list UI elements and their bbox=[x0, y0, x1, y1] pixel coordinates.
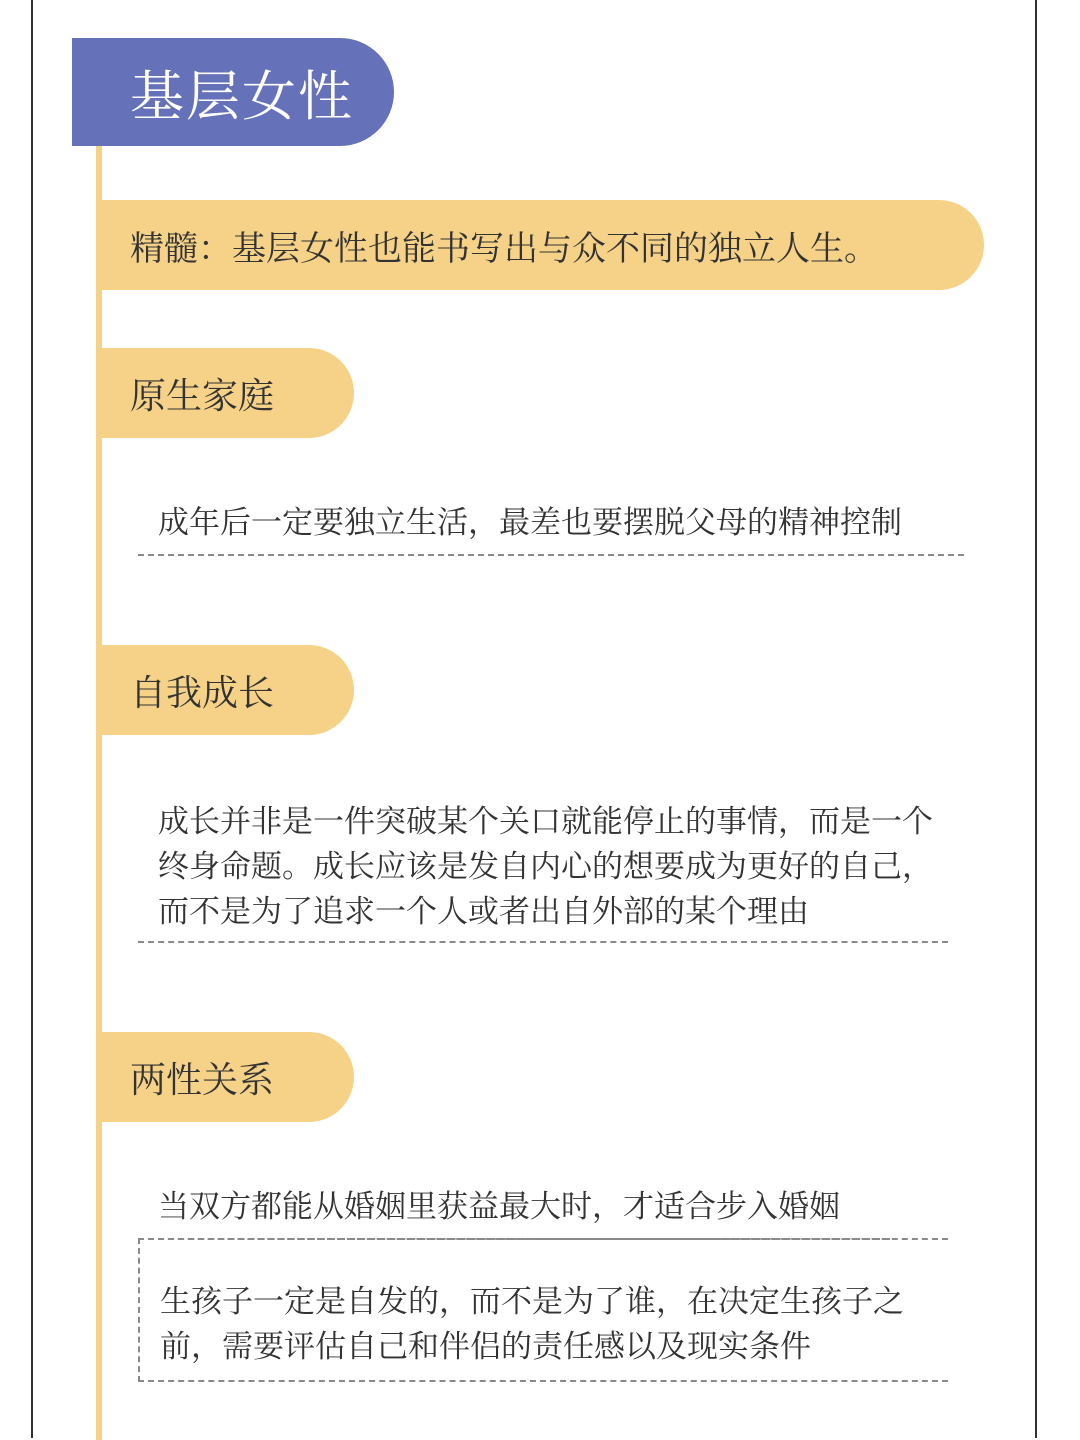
note-text: 生孩子一定是自发的，而不是为了谁，在决定生孩子之前，需要评估自己和伴侣的责任感以及现实条件 bbox=[160, 1284, 904, 1365]
note-marriage-benefit bbox=[138, 1184, 890, 1240]
note-text: 成年后一定要独立生活，最差也要摆脱父母的精神控制 bbox=[158, 505, 902, 541]
section-heading-text: 两性关系 bbox=[130, 1059, 275, 1101]
timeline-line bbox=[96, 140, 102, 1440]
note-family-independence bbox=[138, 500, 964, 556]
essence-pill bbox=[100, 200, 984, 290]
note-text: 成长并非是一件突破某个关口就能停止的事情，而是一个终身命题。成长应该是发自内心的想要成为更好的自己，而不是为了追求一个人或者出自外部的某个理由 bbox=[158, 804, 933, 930]
section-heading-growth bbox=[100, 645, 354, 735]
section-heading-relationship bbox=[100, 1032, 354, 1122]
section-heading-text: 原生家庭 bbox=[130, 375, 275, 417]
note-children-decision bbox=[138, 1238, 948, 1382]
essence-text: 精髓：基层女性也能书写出与众不同的独立人生。 bbox=[130, 228, 878, 269]
title-pill bbox=[72, 38, 394, 146]
note-text: 当双方都能从婚姻里获益最大时，才适合步入婚姻 bbox=[158, 1189, 840, 1225]
page-title: 基层女性 bbox=[130, 64, 354, 128]
section-heading-text: 自我成长 bbox=[130, 672, 275, 714]
note-growth-lifelong bbox=[138, 800, 948, 943]
section-heading-family bbox=[100, 348, 354, 438]
